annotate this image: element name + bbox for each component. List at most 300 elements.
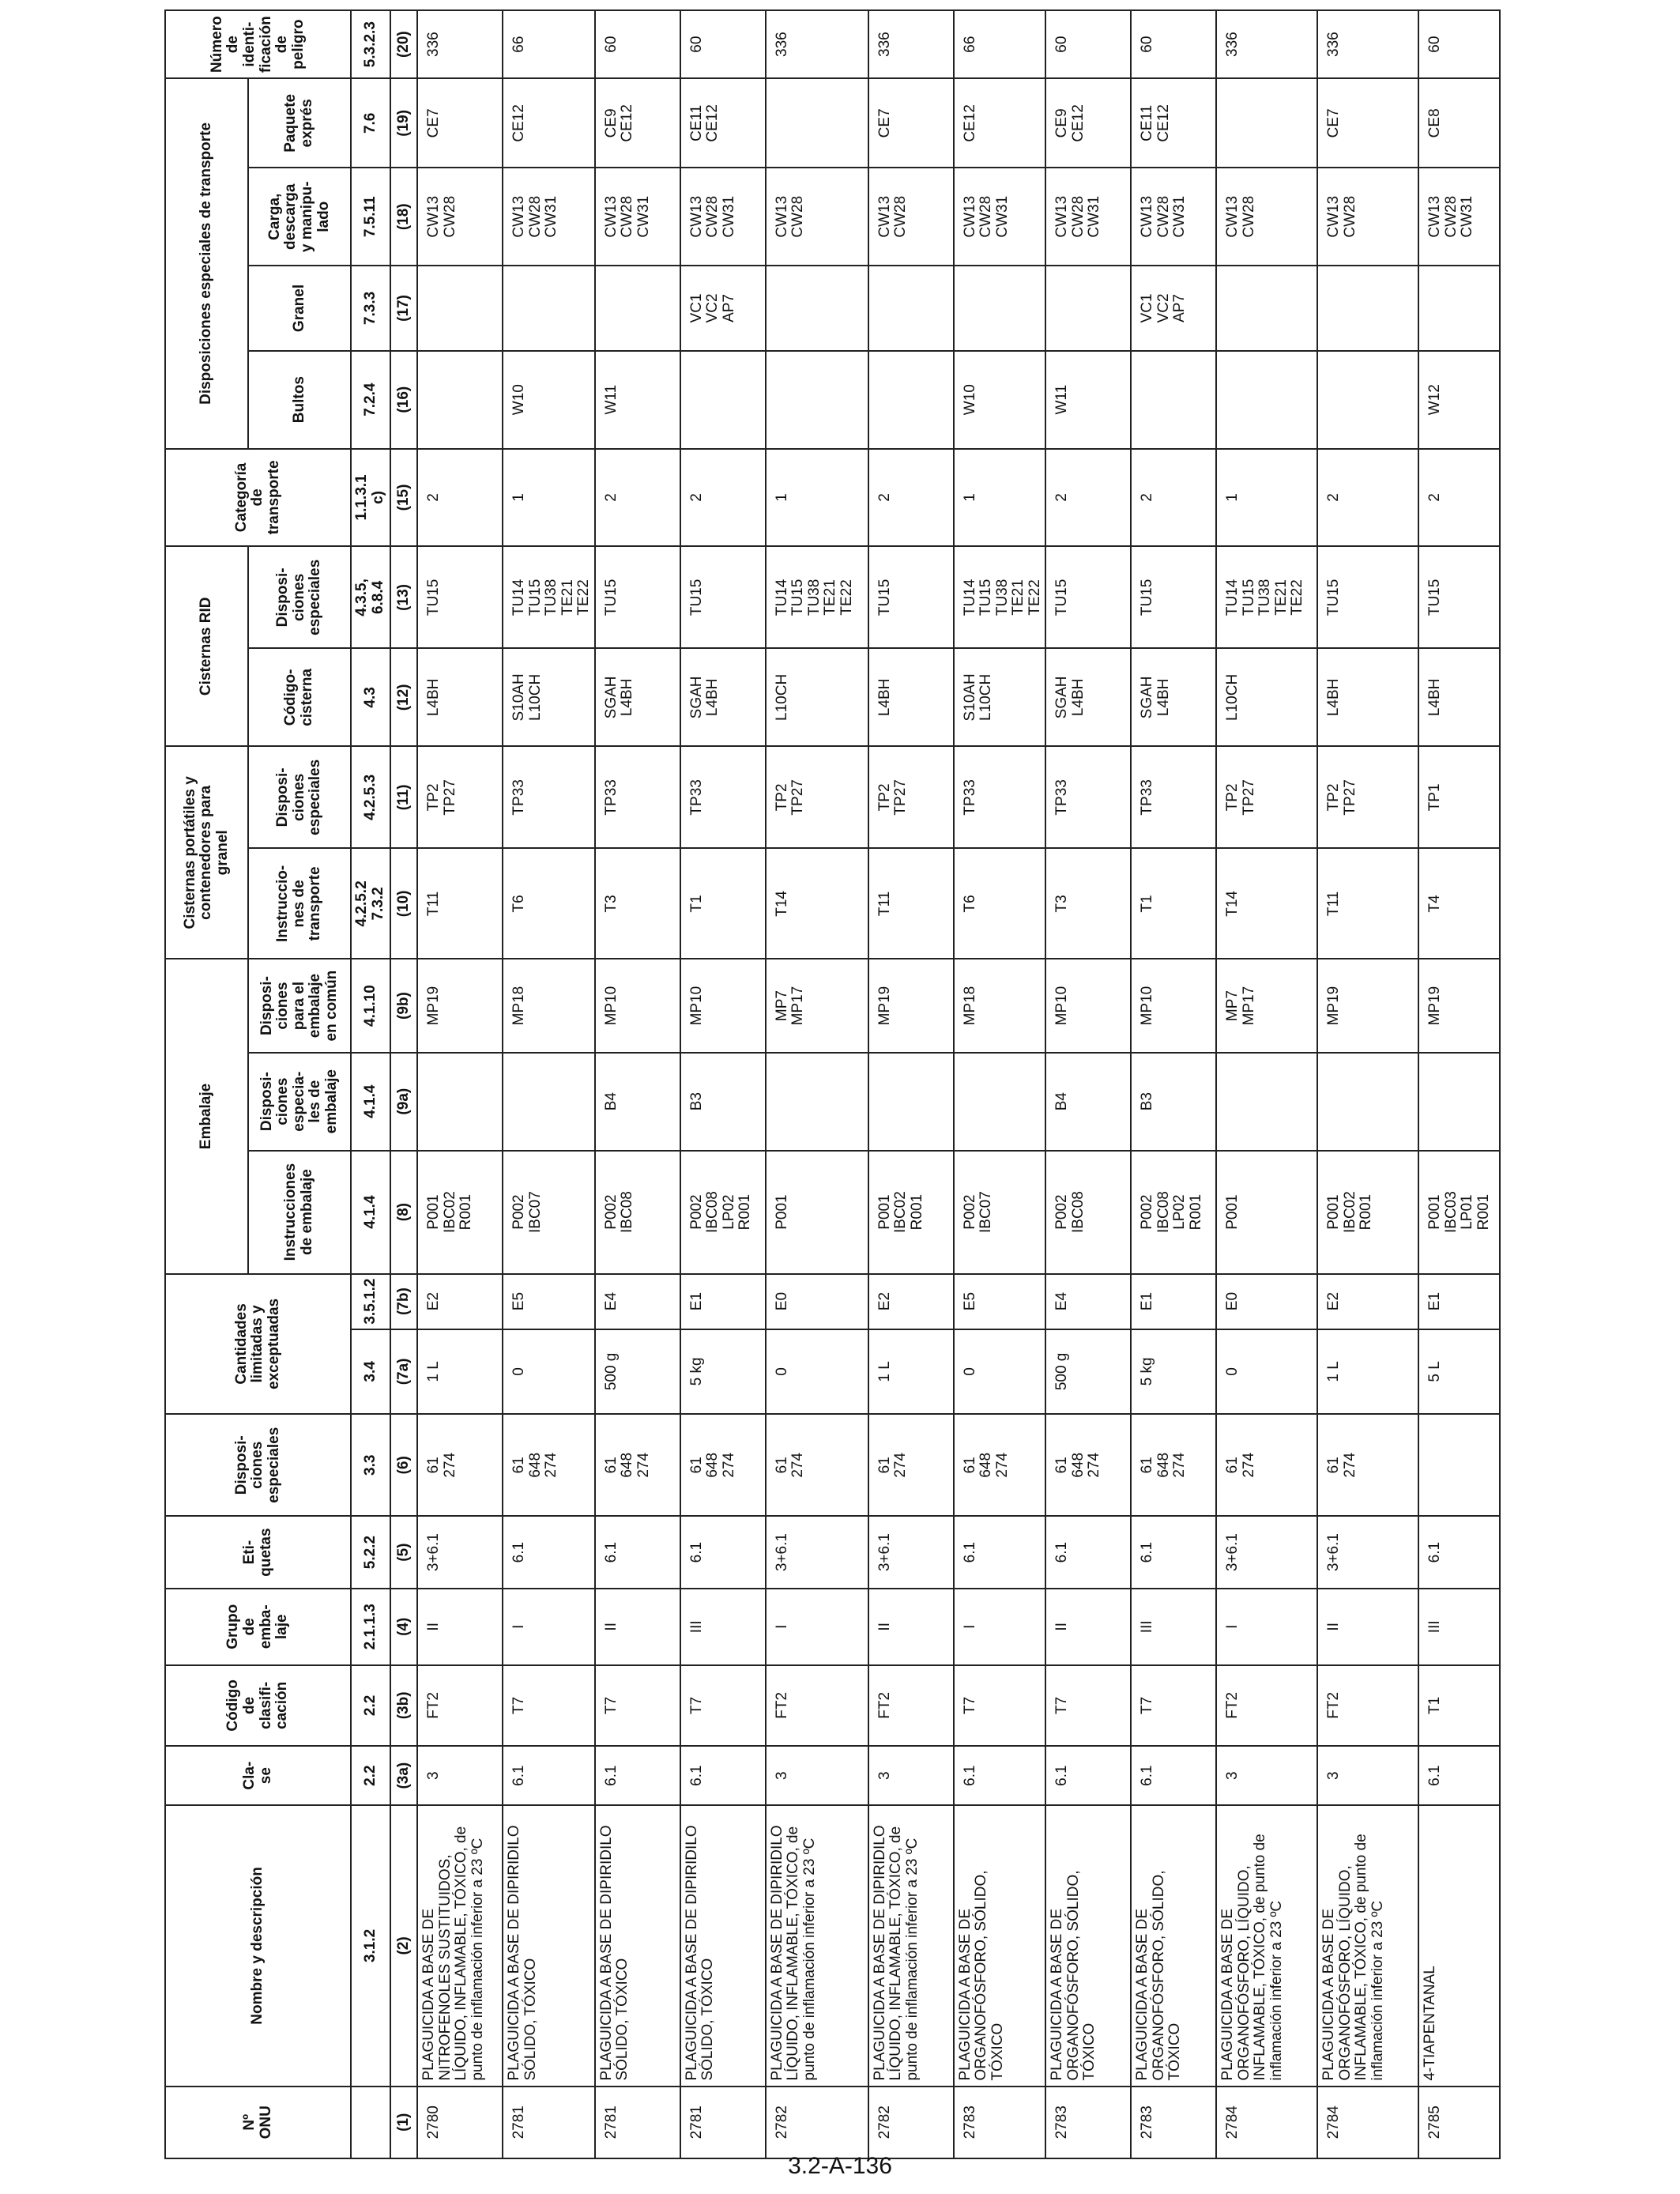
table-cell: MP19 [417,959,503,1052]
table-cell: 61 274 [868,1414,954,1516]
table-cell: TU14 TU15 TU38 TE21 TE22 [954,546,1046,648]
table-cell: 0 [766,1329,868,1415]
table-cell: 336 [766,10,868,78]
table-cell: TP1 [1418,746,1500,848]
header-name: Nombre y descripción [165,1805,351,2086]
un-number-cell: 2783 [1131,2087,1216,2158]
un-number-cell: 2785 [1418,2087,1500,2158]
table-cell [503,266,595,351]
table-body [351,10,1500,2158]
reference-row [351,10,390,2158]
rotated-table-container [164,9,1492,2159]
table-row [1131,10,1216,2158]
column-number-row-cell: (8) [390,1151,417,1274]
reference-row-cell: 3.3 [351,1414,390,1516]
reference-row-cell: 4.3 [351,649,390,747]
table-cell: 0 [503,1329,595,1415]
page-number: 3.2-A-136 [788,2153,892,2179]
table-cell: T7 [1045,1665,1131,1746]
table-cell: P001 IBC03 LP01 R001 [1418,1151,1500,1274]
column-number-row-cell: (16) [390,351,417,449]
table-cell: TU15 [1131,546,1216,648]
table-row [868,10,954,2158]
table-cell: P002 IBC08 [595,1151,680,1274]
table-cell: T1 [1131,848,1216,959]
table-cell: CE12 [954,78,1046,168]
table-cell: P001 [766,1151,868,1274]
table-cell: I [954,1589,1046,1665]
table-cell: 1 [954,449,1046,547]
header-numero-peligro: Número de identi- ficación de peligro [165,10,351,78]
table-cell: CE11 CE12 [680,78,766,168]
column-number-row-cell: (5) [390,1516,417,1588]
table-cell: FT2 [417,1665,503,1746]
table-cell: 6.1 [1045,1746,1131,1805]
table-cell: E1 [1418,1274,1500,1329]
header-clase: Cla- se [165,1746,351,1805]
table-cell: MP19 [1418,959,1500,1052]
table-cell: 60 [595,10,680,78]
header-embalaje: Embalaje [165,959,248,1273]
un-number-cell: 2782 [868,2087,954,2158]
table-cell: SGAH L4BH [680,649,766,747]
table-cell: I [1216,1589,1317,1665]
reference-row-cell: 2.2 [351,1746,390,1805]
table-cell: TP2 TP27 [766,746,868,848]
table-cell [868,1053,954,1151]
column-number-row-cell: (9b) [390,959,417,1052]
table-cell: CW13 CW28 CW31 [1045,168,1131,266]
table-cell: CW13 CW28 [1216,168,1317,266]
table-cell: TU14 TU15 TU38 TE21 TE22 [766,546,868,648]
table-cell: B3 [680,1053,766,1151]
table-cell [766,266,868,351]
reference-row-cell: 3.1.2 [351,1805,390,2086]
table-cell: VC1 VC2 AP7 [1131,266,1216,351]
table-cell [868,351,954,449]
reference-row-cell [351,2087,390,2158]
header-carga: Carga, descarga y manipu- lado [248,168,351,266]
reference-row-cell: 3.5.1.2 [351,1274,390,1329]
table-cell: 3 [766,1746,868,1805]
name-cell: PLAGUICIDA A BASE DE NITROFENOLES SUSTITUIDOS, LÍQUIDO, INFLAMABLE, TÓXICO, de punto de inflamación inferior a 23 ºC [417,1805,503,2086]
header-disp-esp-embalaje: Disposi- ciones especia- les de embalaje [248,1053,351,1151]
table-cell: I [503,1589,595,1665]
table-row [503,10,595,2158]
header-disp-esp-rid: Disposi- ciones especiales [248,546,351,648]
table-cell: 3+6.1 [1317,1516,1418,1588]
table-cell: 1 L [417,1329,503,1415]
reference-row-cell: 7.2.4 [351,351,390,449]
table-cell: E2 [868,1274,954,1329]
table-cell [1045,266,1131,351]
table-cell [954,266,1046,351]
table-cell: P002 IBC07 [954,1151,1046,1274]
header-disposiciones-especiales: Disposi- ciones especiales [165,1414,351,1516]
table-cell: W12 [1418,351,1500,449]
table-cell: TU15 [680,546,766,648]
column-number-row-cell: (19) [390,78,417,168]
table-cell: E5 [954,1274,1046,1329]
table-cell: 500 g [1045,1329,1131,1415]
table-cell [1418,266,1500,351]
table-cell [417,266,503,351]
table-cell: E4 [1045,1274,1131,1329]
table-cell: TP2 TP27 [1317,746,1418,848]
column-number-row-cell: (18) [390,168,417,266]
table-cell: B4 [595,1053,680,1151]
table-cell: L10CH [1216,649,1317,747]
column-number-row-cell: (3b) [390,1665,417,1746]
table-cell: 61 274 [417,1414,503,1516]
table-cell: T11 [1317,848,1418,959]
table-cell: L10CH [766,649,868,747]
name-cell: PLAGUICIDA A BASE DE ORGANOFÓSFORO, LÍQUIDO, INFLAMABLE, TÓXICO, de punto de inflamación inferior a 23 ºC [1317,1805,1418,2086]
column-number-row-cell: (13) [390,546,417,648]
table-cell: CW13 CW28 CW31 [680,168,766,266]
table-cell: 1 L [1317,1329,1418,1415]
table-cell: 2 [1131,449,1216,547]
un-number-cell: 2783 [1045,2087,1131,2158]
table-cell: T1 [1418,1665,1500,1746]
name-cell: PLAGUICIDA A BASE DE ORGANOFÓSFORO, LÍQUIDO, INFLAMABLE, TÓXICO, de punto de inflamación inferior a 23 ºC [1216,1805,1317,2086]
table-cell: T3 [595,848,680,959]
table-cell: E5 [503,1274,595,1329]
table-cell: CE7 [1317,78,1418,168]
table-cell: P002 IBC08 LP02 R001 [680,1151,766,1274]
table-cell: CW13 CW28 [868,168,954,266]
table-cell: T14 [1216,848,1317,959]
table-cell: E0 [766,1274,868,1329]
table-row [766,10,868,2158]
table-cell: P002 IBC08 LP02 R001 [1131,1151,1216,1274]
table-cell [595,266,680,351]
reference-row-cell: 4.3.5, 6.8.4 [351,546,390,648]
table-cell: TU15 [868,546,954,648]
table-cell: E1 [680,1274,766,1329]
header-etiquetas: Eti- quetas [165,1516,351,1588]
table-cell: TU15 [417,546,503,648]
table-cell: 61 274 [1216,1414,1317,1516]
table-cell: FT2 [766,1665,868,1746]
table-cell: CW13 CW28 [766,168,868,266]
table-cell: E4 [595,1274,680,1329]
table-cell: 6.1 [595,1746,680,1805]
table-cell: 3 [1216,1746,1317,1805]
header-codigo: Código de clasifi- cación [165,1665,351,1746]
table-cell: S10AH L10CH [954,649,1046,747]
column-number-row-cell: (20) [390,10,417,78]
table-cell [1418,1053,1500,1151]
table-cell: MP19 [868,959,954,1052]
table-cell: CE12 [503,78,595,168]
un-number-cell: 2781 [680,2087,766,2158]
table-cell: TP33 [1131,746,1216,848]
table-cell: I [766,1589,868,1665]
table-cell: TP33 [680,746,766,848]
table-cell: 2 [1418,449,1500,547]
table-cell [954,1053,1046,1151]
table-row [1045,10,1131,2158]
table-row [1216,10,1317,2158]
table-cell: 60 [680,10,766,78]
un-number-cell: 2781 [595,2087,680,2158]
name-cell: PLAGUICIDA A BASE DE DIPIRIDILO LÍQUIDO, INFLAMABLE, TÓXICO, de punto de inflamación inferior a 23 ºC [868,1805,954,2086]
table-cell: 1 [766,449,868,547]
table-cell: L4BH [1317,649,1418,747]
table-cell: 6.1 [680,1516,766,1588]
reference-row-cell: 5.2.2 [351,1516,390,1588]
table-cell: L4BH [417,649,503,747]
table-cell: 6.1 [680,1746,766,1805]
table-cell [680,351,766,449]
table-cell: TU15 [1418,546,1500,648]
table-cell: 61 648 274 [680,1414,766,1516]
table-cell: SGAH L4BH [1045,649,1131,747]
column-number-row-cell: (12) [390,649,417,747]
table-cell [417,351,503,449]
table-cell: 336 [1317,10,1418,78]
table-cell: 6.1 [1418,1516,1500,1588]
table-cell: MP10 [1045,959,1131,1052]
header-categoria: Categoría de transporte [165,449,351,547]
table-cell: 61 648 274 [595,1414,680,1516]
table-cell: TP2 TP27 [417,746,503,848]
table-cell: 61 648 274 [1045,1414,1131,1516]
table-cell: FT2 [1216,1665,1317,1746]
table-cell: TP33 [954,746,1046,848]
table-cell: 6.1 [1045,1516,1131,1588]
table-cell: MP7 MP17 [766,959,868,1052]
header-instrucciones-embalaje: Instrucciones de embalaje [248,1151,351,1274]
table-cell: 2 [1045,449,1131,547]
table-cell: 3+6.1 [1216,1516,1317,1588]
header-disposiciones-transporte: Disposiciones especiales de transporte [165,78,248,448]
table-cell: 3 [1317,1746,1418,1805]
column-number-row-cell: (1) [390,2087,417,2158]
table-cell: CE7 [417,78,503,168]
table-cell: 5 kg [680,1329,766,1415]
reference-row-cell: 4.2.5.3 [351,746,390,848]
table-cell: II [1317,1589,1418,1665]
table-cell [766,78,868,168]
column-number-row-cell: (9a) [390,1053,417,1151]
table-cell: E0 [1216,1274,1317,1329]
table-cell [868,266,954,351]
table-cell: 60 [1418,10,1500,78]
table-cell: 3+6.1 [868,1516,954,1588]
table-cell: W11 [595,351,680,449]
table-cell: 500 g [595,1329,680,1415]
table-row [954,10,1046,2158]
table-cell: 5 kg [1131,1329,1216,1415]
table-cell: B4 [1045,1053,1131,1151]
table-cell: 2 [595,449,680,547]
table-cell [1131,351,1216,449]
header-un-no: Nº ONU [165,2087,351,2158]
table-cell: 6.1 [503,1516,595,1588]
table-cell: W10 [503,351,595,449]
table-cell: VC1 VC2 AP7 [680,266,766,351]
table-cell: MP7 MP17 [1216,959,1317,1052]
column-number-row-cell: (17) [390,266,417,351]
table-cell: P002 IBC07 [503,1151,595,1274]
un-number-cell: 2783 [954,2087,1046,2158]
reference-row-cell: 3.4 [351,1329,390,1415]
table-cell: 0 [954,1329,1046,1415]
table-cell: II [868,1589,954,1665]
table-cell: S10AH L10CH [503,649,595,747]
table-cell [1216,78,1317,168]
table-cell: 6.1 [1131,1516,1216,1588]
table-cell: FT2 [1317,1665,1418,1746]
table-cell: 2 [680,449,766,547]
table-cell: 66 [954,10,1046,78]
table-cell [417,1053,503,1151]
table-cell: 6.1 [503,1746,595,1805]
table-cell: 3+6.1 [766,1516,868,1588]
table-row [595,10,680,2158]
table-row [1418,10,1500,2158]
table-cell: P001 IBC02 R001 [868,1151,954,1274]
table-cell: 336 [417,10,503,78]
table-cell: FT2 [868,1665,954,1746]
table-cell: 60 [1045,10,1131,78]
column-number-row-cell: (6) [390,1414,417,1516]
table-cell: 3+6.1 [417,1516,503,1588]
table-cell [1317,1053,1418,1151]
table-cell: MP18 [503,959,595,1052]
table-cell: T7 [680,1665,766,1746]
table-cell [1216,351,1317,449]
table-cell: T6 [503,848,595,959]
reference-row-cell: 7.6 [351,78,390,168]
table-cell: TP33 [595,746,680,848]
table-cell: 5 L [1418,1329,1500,1415]
table-cell: 6.1 [1131,1746,1216,1805]
table-cell: 6.1 [595,1516,680,1588]
table-cell: CW13 CW28 CW31 [595,168,680,266]
column-number-row-cell: (7b) [390,1274,417,1329]
table-cell: MP10 [595,959,680,1052]
table-cell: P001 IBC02 R001 [417,1151,503,1274]
table-cell: T1 [680,848,766,959]
table-cell: 2 [417,449,503,547]
header-bultos: Bultos [248,351,351,449]
name-cell: PLAGUICIDA A BASE DE DIPIRIDILO SÓLIDO, TÓXICO [503,1805,595,2086]
table-cell: 2 [868,449,954,547]
table-cell: T11 [417,848,503,959]
table-cell: TP33 [503,746,595,848]
table-cell: 61 648 274 [1131,1414,1216,1516]
table-row [417,10,503,2158]
table-cell: TP2 TP27 [868,746,954,848]
table-cell: MP10 [1131,959,1216,1052]
reference-row-cell: 5.3.2.3 [351,10,390,78]
table-cell: W11 [1045,351,1131,449]
table-cell: 1 [503,449,595,547]
header-cisternas-rid: Cisternas RID [165,546,248,746]
table-cell [1216,266,1317,351]
reference-row-cell: 4.2.5.2 7.3.2 [351,848,390,959]
table-cell: CE7 [868,78,954,168]
name-cell: PLAGUICIDA A BASE DE DIPIRIDILO SÓLIDO, TÓXICO [595,1805,680,2086]
reference-row-cell: 2.1.1.3 [351,1589,390,1665]
table-cell: 3 [417,1746,503,1805]
table-cell: 0 [1216,1329,1317,1415]
un-number-cell: 2780 [417,2087,503,2158]
header-codigo-cisterna: Código- cisterna [248,649,351,747]
table-cell: T6 [954,848,1046,959]
table-cell [1317,351,1418,449]
table-cell: E1 [1131,1274,1216,1329]
un-number-cell: 2784 [1317,2087,1418,2158]
table-cell: CW13 CW28 [1317,168,1418,266]
table-cell: III [1418,1589,1500,1665]
table-cell: TU15 [1045,546,1131,648]
name-cell: 4-TIAPENTANAL [1418,1805,1500,2086]
column-number-row-cell: (10) [390,848,417,959]
table-cell: TU14 TU15 TU38 TE21 TE22 [503,546,595,648]
table-cell: T11 [868,848,954,959]
reference-row-cell: 1.1.3.1 c) [351,449,390,547]
table-cell [1216,1053,1317,1151]
table-cell [766,1053,868,1151]
table-cell: T7 [954,1665,1046,1746]
table-cell [503,1053,595,1151]
table-cell: TP33 [1045,746,1131,848]
table-cell: 336 [868,10,954,78]
table-cell: T7 [595,1665,680,1746]
table-cell: 1 [1216,449,1317,547]
header-granel: Granel [248,266,351,351]
table-cell [1317,266,1418,351]
table-cell: T4 [1418,848,1500,959]
table-cell: MP19 [1317,959,1418,1052]
table-cell: CW13 CW28 CW31 [954,168,1046,266]
table-cell: TP2 TP27 [1216,746,1317,848]
table-cell: CE11 CE12 [1131,78,1216,168]
column-number-row-cell: (15) [390,449,417,547]
reference-row-cell: 4.1.4 [351,1053,390,1151]
table-cell: II [1045,1589,1131,1665]
header-instrucciones-transporte: Instruccio- nes de transporte [248,848,351,959]
dangerous-goods-table [164,9,1501,2159]
table-cell: 61 274 [766,1414,868,1516]
table-cell [1418,1414,1500,1516]
table-cell: 6.1 [954,1746,1046,1805]
table-cell: E2 [1317,1274,1418,1329]
table-cell: E2 [417,1274,503,1329]
table-cell: 66 [503,10,595,78]
table-cell: P002 IBC08 [1045,1151,1131,1274]
table-cell: TU15 [1317,546,1418,648]
table-cell: II [595,1589,680,1665]
table-cell: L4BH [1418,649,1500,747]
header-cisternas-portatiles: Cisternas portátiles y contenedores para granel [165,746,248,959]
header-cantidades: Cantidades limitadas y exceptuadas [165,1274,351,1415]
table-cell: T7 [1131,1665,1216,1746]
table-cell: T7 [503,1665,595,1746]
name-cell: PLAGUICIDA A BASE DE ORGANOFÓSFORO, SÓLIDO, TÓXICO [1131,1805,1216,2086]
column-number-row-cell: (3a) [390,1746,417,1805]
name-cell: PLAGUICIDA A BASE DE DIPIRIDILO LÍQUIDO, INFLAMABLE, TÓXICO, de punto de inflamación inferior a 23 ºC [766,1805,868,2086]
table-cell: T3 [1045,848,1131,959]
table-cell: 6.1 [954,1516,1046,1588]
table-cell: MP18 [954,959,1046,1052]
table-cell: W10 [954,351,1046,449]
table-row [1317,10,1418,2158]
